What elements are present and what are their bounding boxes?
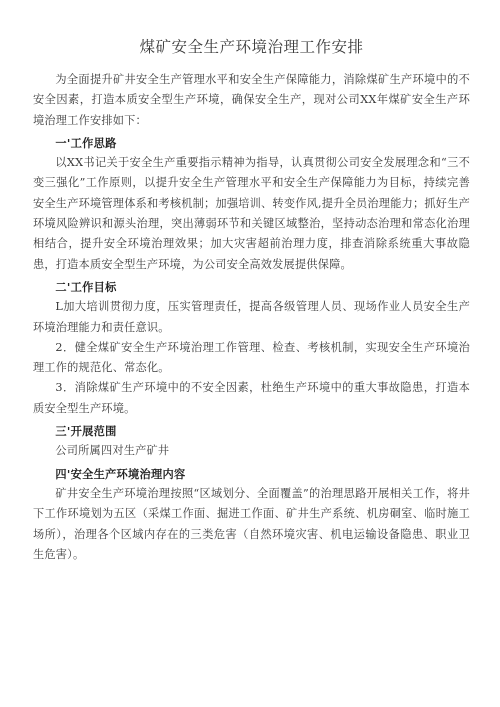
section-heading: 二'工作目标 — [55, 279, 117, 294]
section-governance-content — [33, 464, 470, 565]
section-heading: 三'开展范围 — [55, 424, 117, 439]
goal-item-3: 3．消除煤矿生产环境中的不安全因素，杜绝生产环境中的重大事故隐患，打造本质安全型生产环境。 — [33, 381, 470, 415]
intro-paragraph: 为全面提升矿井安全生产管理水平和安全生产保障能力，消除煤矿生产环境中的不安全因素，打造本质安全型生产环境，确保安全生产，现对公司XX年煤矿安全生产环境治理工作安排如下： — [33, 73, 470, 127]
section-paragraph: 公司所属四对生产矿井 — [55, 444, 170, 458]
section-scope — [33, 421, 470, 462]
section-work-approach — [33, 133, 470, 275]
section-work-goals — [33, 277, 470, 419]
document-page — [33, 28, 470, 565]
section-paragraph: 以XX书记关于安全生产重要指示精神为指导，认真贯彻公司安全发展理念和“三不变三强化”工作原则，以提升安全生产管理水平和安全生产保障能力为目标，持续完善安全生产环境管理体系和考核机制；加强培训、转变作风,提升全员治理能力；抓好生产环境风险辨识和源头治理，突出薄弱环节和关键区域整治，坚持动态治理和常态化治理相结合，提升安全环境治理效果；加大灾害超前治理力度，排查消除系统重大事故隐患，打造本质安全型生产环境，为公司安全高效发展提供保障。 — [33, 156, 470, 271]
document-title: 煤矿安全生产环境治理工作安排 — [139, 38, 364, 56]
section-heading: 四'安全生产环境治理内容 — [55, 466, 186, 481]
section-heading: 一'工作思路 — [55, 135, 117, 150]
goal-item-2: 2．健全煤矿安全生产环境治理工作管理、检查、考核机制，实现安全生产环境治理工作的规范化、常态化。 — [33, 340, 470, 375]
section-paragraph: 矿井安全生产环境治理按照“区域划分、全面覆盖”的治理思路开展相关工作，将井下工作环境划为五区（采煤工作面、掘进工作面、矿井生产系统、机房硐室、临时施工场所），治理各个区域内存在的三类危害（自然环境灾害、机电运输设备隐患、职业卫生危害）。 — [33, 486, 470, 561]
goal-item-1: L加大培训贯彻力度，压实管理责任，提高各级管理人员、现场作业人员安全生产环境治理能力和责任意识。 — [33, 300, 470, 334]
